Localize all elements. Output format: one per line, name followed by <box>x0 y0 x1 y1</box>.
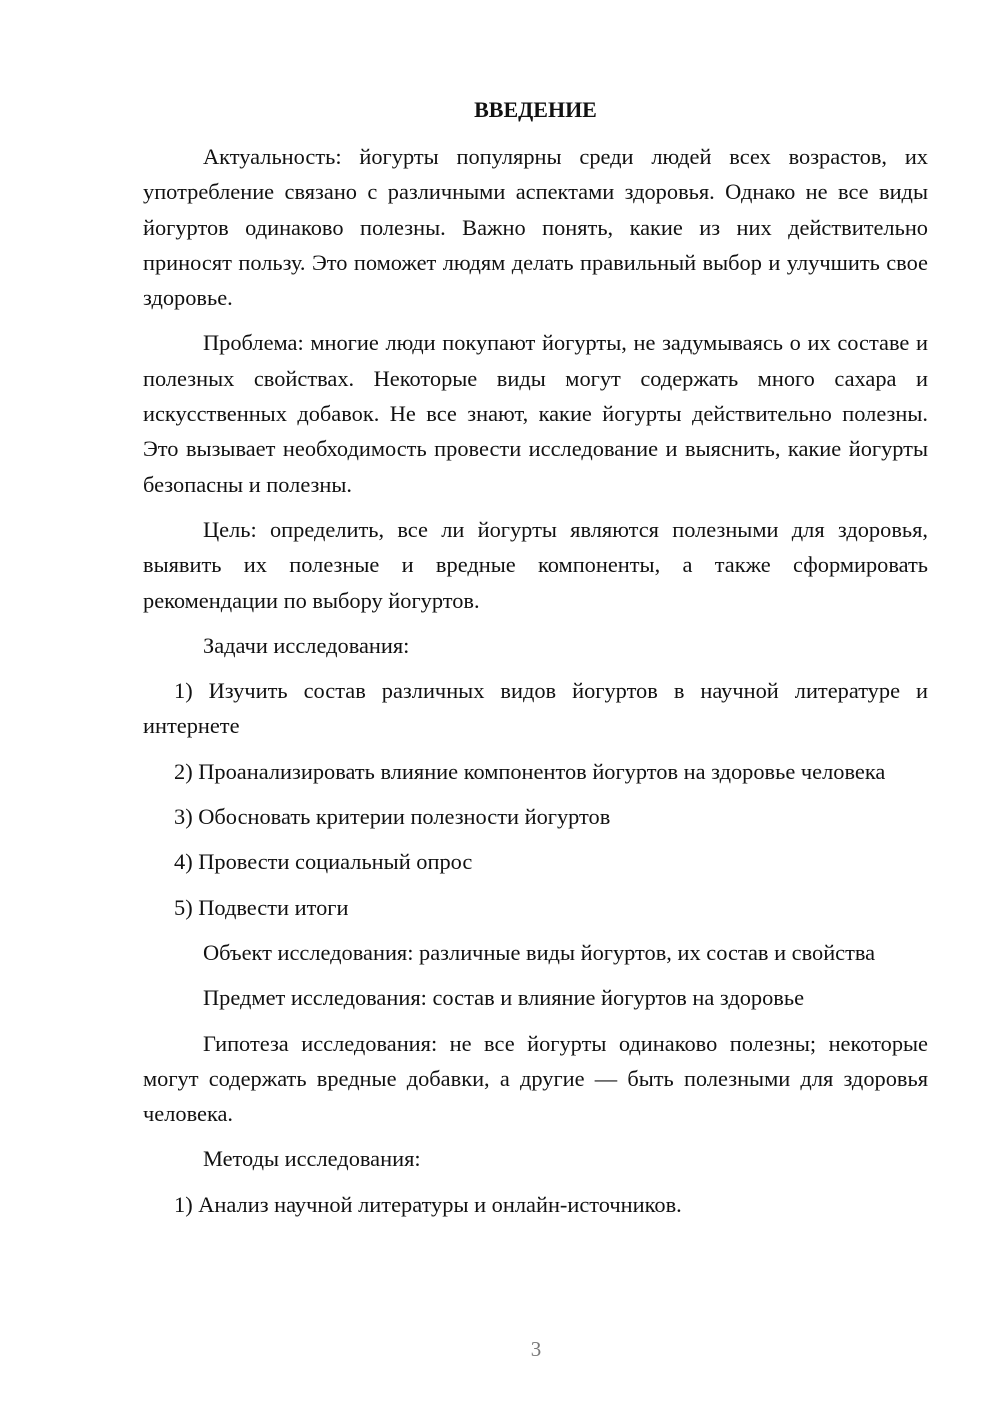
hypothesis-paragraph: Гипотеза исследования: не все йогурты одинаково полезны; некоторые могут содержать вредные добавки, а другие — быть полезными для здоровья человека. <box>143 1030 928 1127</box>
relevance-paragraph: Актуальность: йогурты популярны среди людей всех возрастов, их употребление связано с различными аспектами здоровья. Однако не все виды йогуртов одинаково полезны. Важно понять, какие из них действительно приносят пользу. Это поможет людям делать правильный выбор и улучшить свое здоровье. <box>143 144 928 311</box>
page-number: 3 <box>530 1337 542 1361</box>
page-content <box>143 94 928 1232</box>
task-item: 4) Провести социальный опрос <box>174 849 473 875</box>
methods-heading: Методы исследования: <box>203 1146 421 1172</box>
subject-paragraph: Предмет исследования: состав и влияние йогуртов на здоровье <box>203 985 805 1011</box>
problem-paragraph: Проблема: многие люди покупают йогурты, не задумываясь о их составе и полезных свойствах. Некоторые виды могут содержать много сахара и искусственных добавок. Не все знают, какие йогурты действительно полезны. Это вызывает необходимость провести исследование и выяснить, какие йогурты безопасны и полезны. <box>143 330 928 497</box>
method-item: 1) Анализ научной литературы и онлайн-источников. <box>174 1191 682 1217</box>
goal-paragraph: Цель: определить, все ли йогурты являются полезными для здоровья, выявить их полезные и вредные компоненты, а также сформировать рекомендации по выбору йогуртов. <box>143 516 928 613</box>
task-item: 1) Изучить состав различных видов йогуртов в научной литературе и интернете <box>143 678 928 739</box>
task-item: 2) Проанализировать влияние компонентов йогуртов на здоровье человека <box>174 758 886 784</box>
tasks-heading: Задачи исследования: <box>203 632 410 658</box>
section-title: ВВЕДЕНИЕ <box>474 97 597 122</box>
task-item: 3) Обосновать критерии полезности йогуртов <box>174 804 611 830</box>
object-paragraph: Объект исследования: различные виды йогуртов, их состав и свойства <box>203 939 876 965</box>
task-item: 5) Подвести итоги <box>174 894 349 920</box>
